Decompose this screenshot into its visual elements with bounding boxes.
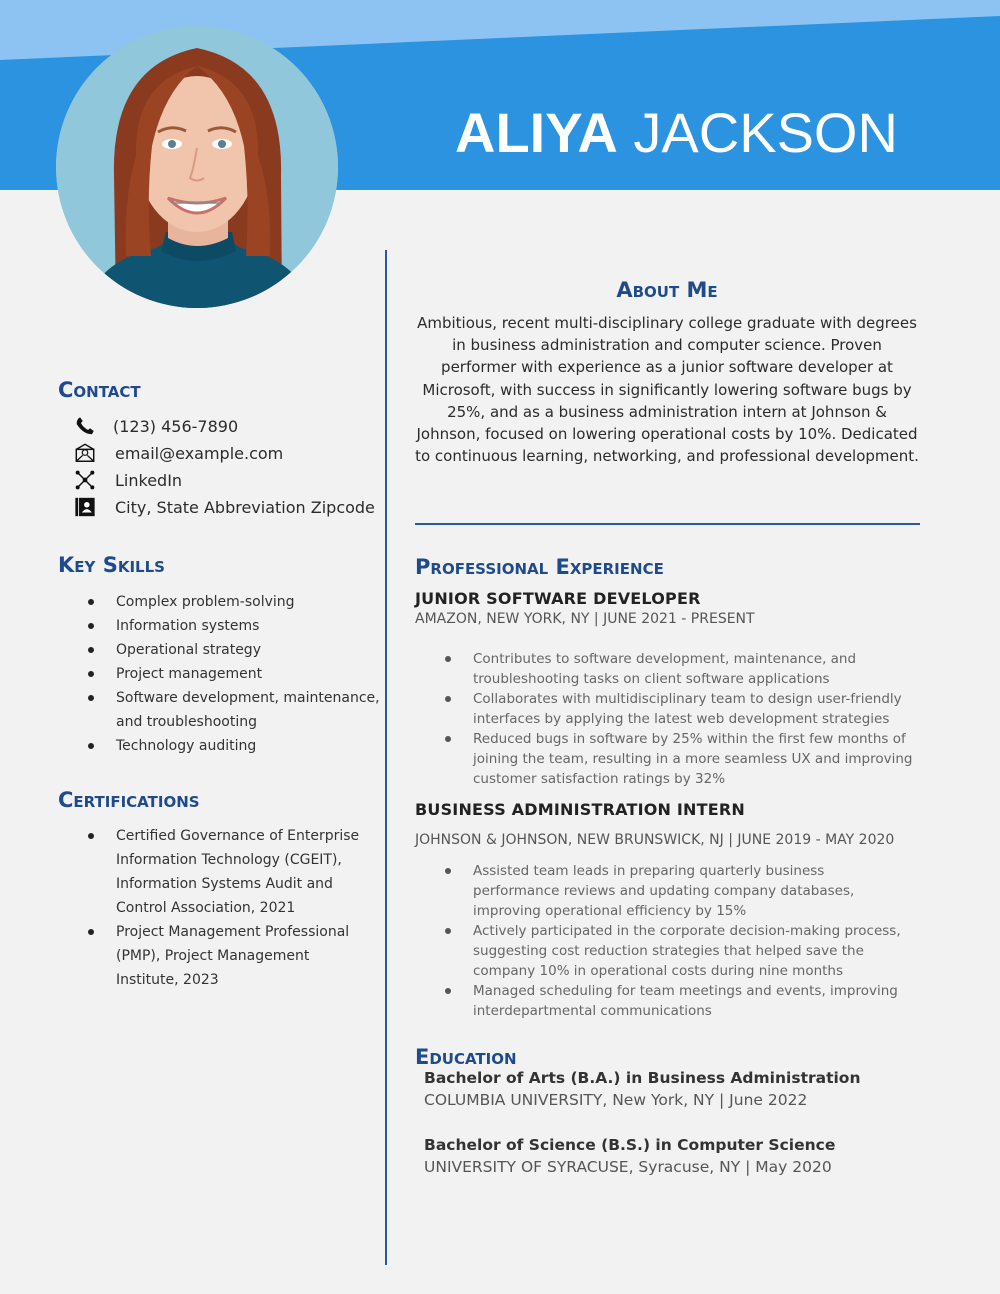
- skills-heading: Key Skills: [58, 553, 165, 577]
- job-title: JUNIOR SOFTWARE DEVELOPER: [415, 589, 701, 608]
- list-item: Actively participated in the corporate decision-making process, suggesting cost reduction strategies that helped save the company 10% in operational costs during nine months: [443, 921, 913, 981]
- contact-phone: [74, 413, 239, 439]
- list-item: Software development, maintenance, and troubleshooting: [86, 686, 386, 734]
- skills-list: [86, 590, 386, 758]
- email-icon: [74, 442, 96, 464]
- list-item: Technology auditing: [86, 734, 386, 758]
- education-degree: Bachelor of Science (B.S.) in Computer Science: [424, 1136, 836, 1154]
- experience-heading: Professional Experience: [415, 555, 664, 579]
- candidate-name: [455, 100, 898, 166]
- list-item: Reduced bugs in software by 25% within the first few months of joining the team, resulting in a more seamless UX and improving customer satisfaction ratings by 32%: [443, 729, 913, 789]
- list-item: Project management: [86, 662, 386, 686]
- about-heading: About Me: [616, 278, 718, 302]
- contact-email: [74, 440, 284, 466]
- certifications-list: [86, 824, 374, 992]
- first-name: ALIYA: [455, 101, 618, 164]
- list-item: Complex problem-solving: [86, 590, 386, 614]
- job-meta: AMAZON, NEW YORK, NY | JUNE 2021 - PRESENT: [415, 611, 755, 627]
- list-item: Operational strategy: [86, 638, 386, 662]
- about-divider: [415, 523, 920, 525]
- list-item: Information systems: [86, 614, 386, 638]
- contact-email-text[interactable]: email@example.com: [115, 443, 284, 463]
- job-meta: JOHNSON & JOHNSON, NEW BRUNSWICK, NJ | JUNE 2019 - MAY 2020: [415, 832, 895, 848]
- address-card-icon: [74, 496, 96, 518]
- certifications-heading: Certifications: [58, 788, 200, 812]
- phone-icon: [74, 415, 96, 437]
- job-bullets: [443, 861, 913, 1021]
- education-degree: Bachelor of Arts (B.A.) in Business Administration: [424, 1069, 861, 1087]
- job-title: BUSINESS ADMINISTRATION INTERN: [415, 800, 745, 819]
- list-item: Certified Governance of Enterprise Information Technology (CGEIT), Information Systems Audit and Control Association, 2021: [86, 824, 374, 920]
- contact-linkedin: [74, 467, 183, 493]
- profile-photo: [56, 26, 338, 308]
- education-heading: Education: [415, 1045, 517, 1069]
- contact-linkedin-text[interactable]: LinkedIn: [115, 470, 183, 490]
- job-bullets: [443, 649, 913, 789]
- list-item: Assisted team leads in preparing quarterly business performance reviews and updating company databases, improving operational efficiency by 15%: [443, 861, 913, 921]
- contact-address: [74, 494, 375, 520]
- about-text: Ambitious, recent multi-disciplinary college graduate with degrees in business administration and computer science. Proven performer with experience as a junior software developer at Microsoft, with success in significantly lowering software bugs by 25%, and as a business administration intern at Johnson & Johnson, focused on lowering operational costs by 10%. Dedicated to continuous learning, networking, and professional development.: [415, 314, 919, 466]
- contact-address-text: City, State Abbreviation Zipcode: [115, 497, 375, 517]
- list-item: Managed scheduling for team meetings and events, improving interdepartmental communications: [443, 981, 913, 1021]
- contact-heading: Contact: [58, 378, 141, 402]
- list-item: Collaborates with multidisciplinary team to design user-friendly interfaces by applying the latest web development strategies: [443, 689, 913, 729]
- last-name: JACKSON: [633, 101, 898, 164]
- network-icon: [74, 469, 96, 491]
- list-item: Project Management Professional (PMP), Project Management Institute, 2023: [86, 920, 374, 992]
- education-school: COLUMBIA UNIVERSITY, New York, NY | June 2022: [424, 1091, 808, 1109]
- education-school: UNIVERSITY OF SYRACUSE, Syracuse, NY | May 2020: [424, 1158, 832, 1176]
- contact-phone-text[interactable]: (123) 456-7890: [113, 416, 239, 436]
- list-item: Contributes to software development, maintenance, and troubleshooting tasks on client software applications: [443, 649, 913, 689]
